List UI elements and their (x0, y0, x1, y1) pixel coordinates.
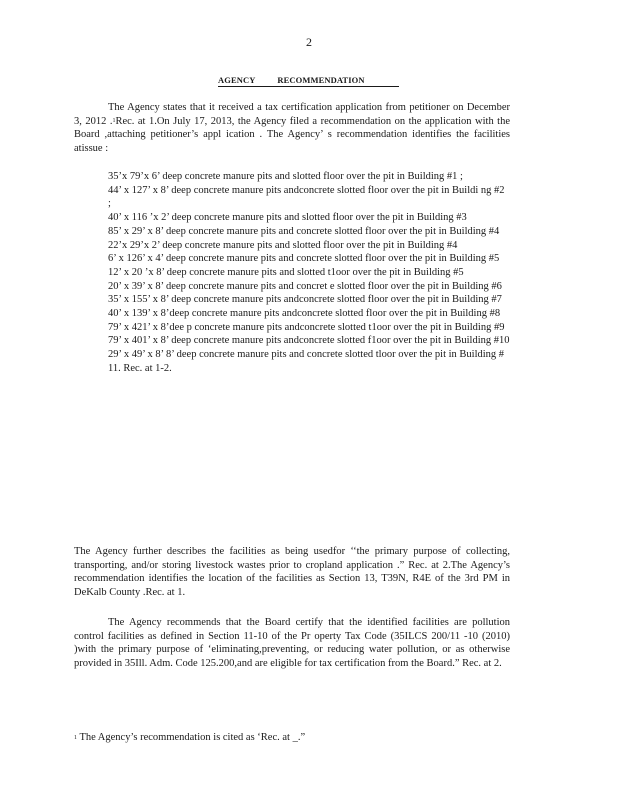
list-item: 79’ x 401’ x 8’ deep concrete manure pits andconcrete slotted f1oor over the pit in Building #10 (108, 335, 510, 347)
list-item: 6’ x 126’ x 4’ deep concrete manure pits and concrete slotted floor over the pit in Building #5 (108, 253, 500, 265)
page-number: 2 (306, 35, 312, 49)
list-item: 79’ x 421’ x 8’dee p concrete manure pits andconcrete slotted t1oor over the pit in Building #9 (108, 321, 505, 333)
description-paragraph: The Agency further describes the facilities as being usedfor ‘‘the primary purpose of collecting, transporting, and/or storing livestock wastes prior to cropland application .” Rec. at 2.The Agency’s recommendation identifies the location of the facilities as Section 13, T39N, R4E of the 3rd PM in DeKalb County .Rec. at 1. (74, 546, 510, 598)
list-item: 20’ x 39’ x 8’ deep concrete manure pits and concret e slotted floor over the pit in Building #6 (108, 280, 502, 292)
facility-list (108, 170, 510, 376)
list-item: 40’ x 116 ’x 2’ deep concrete manure pits and slotted floor over the pit in Building #3 (108, 212, 467, 224)
footnote-marker: 1 (74, 735, 77, 741)
footnote-text: The Agency’s recommendation is cited as ‘Rec. at _.” (79, 732, 306, 743)
list-item: 29’ x 49’ x 8’ 8’ deep concrete manure pits and concrete slotted tloor over the pit in Building # 11. Rec. at 1-2. (108, 349, 505, 374)
list-item: 40’ x 139’ x 8’deep concrete manure pits andconcrete slotted floor over the pit in Building #8 (108, 308, 501, 320)
intro-text-b: Rec. at 1.On July 17, 2013, the Agency filed a recommendation on the application with the Board ,attaching petitioner’s appl ication . The Agency’ s recommendation identifies the facilities atissue : (74, 115, 511, 154)
list-item: 44’ x 127’ x 8’ deep concrete manure pits andconcrete slotted floor over the pit in Buildi ng #2 ; (108, 184, 505, 210)
list-item: 12’ x 20 ’x 8’ deep concrete manure pits and slotted t1oor over the pit in Building #5 (108, 266, 464, 278)
list-item: 35’x 79’x 6’ deep concrete manure pits and slotted floor over the pit in Building #1 ; (108, 171, 463, 182)
section-heading: AGENCY RECOMMENDATION (218, 75, 399, 87)
list-item: 35’ x 155’ x 8’ deep concrete manure pits andconcrete slotted floor over the pit in Building #7 (108, 294, 502, 306)
intro-paragraph (74, 101, 510, 155)
footnote (74, 731, 510, 745)
list-item: 22’x 29’x 2’ deep concrete manure pits and slotted floor over the pit in Building #4 (108, 239, 458, 251)
list-item: 85’ x 29’ x 8’ deep concrete manure pits and concrete slotted floor over the pit in Building #4 (108, 225, 500, 237)
intro-text-a: The Agency states that it received a tax certification application from petitioner on December 3, 2012 . (74, 102, 510, 127)
recommendation-paragraph: The Agency recommends that the Board certify that the identified facilities are pollution control facilities as defined in Section 11-10 of the Pr operty Tax Code (35ILCS 200/11 -10 (2010) )with the primary purpose of ‘eliminating,preventing, or reducing water pollution, or as otherwise provided in 35Ill. Adm. Code 125.200,and are eligible for tax certification from the Board.” Rec. at 2. (74, 617, 510, 669)
footnote-reference: 1 (112, 117, 116, 124)
